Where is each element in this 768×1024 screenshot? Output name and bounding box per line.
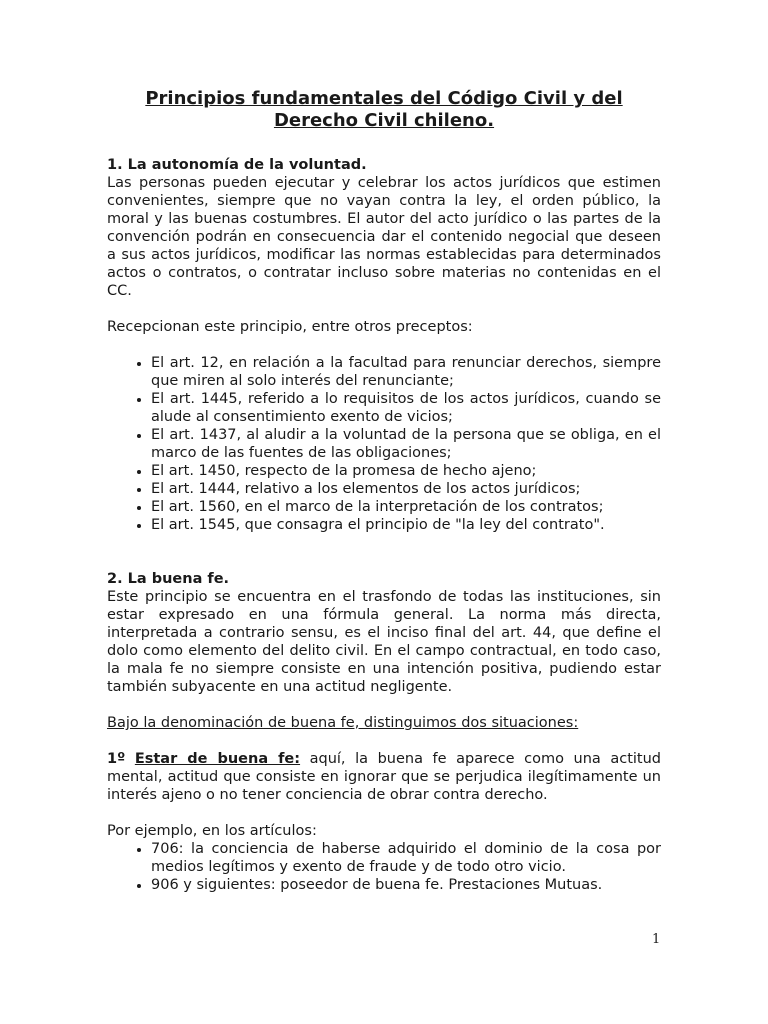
document-page — [107, 88, 661, 894]
spacer — [107, 336, 661, 354]
list-item: • 706: la conciencia de haberse adquirido el dominio de la cosa por medios legítimos y exento de fraude y de todo otro vicio. — [151, 840, 661, 876]
section-1-paragraph: Las personas pueden ejecutar y celebrar los actos jurídicos que estimen convenientes, siempre que no vayan contra la ley, el orden público, la moral y las buenas costumbres. El autor del acto jurídico o las partes de la convención podrán en consecuencia dar el contenido negocial que deseen a sus actos jurídicos, modificar las normas establecidas para determinados actos o contratos, o contratar incluso sobre materias no contenidas en el CC. — [107, 175, 661, 299]
first-situation-text: aquí, la buena fe aparece como una actitud mental, actitud que consiste en ignorar que se perjudica ilegítimamente un interés ajeno o no tener conciencia de obrar contra derecho. — [107, 751, 661, 803]
section-2-paragraph: Este principio se encuentra en el trasfondo de todas las instituciones, sin estar expresado en una fórmula general. La norma más directa, interpretada a contrario sensu, es el inciso final del art. 44, que define el dolo como elemento del delito civil. En el campo contractual, en todo caso, la mala fe no siempre consiste en una intención positiva, pudiendo estar también subyacente en una actitud negligente. — [107, 589, 661, 695]
section-2-heading: 2. La buena fe. — [107, 571, 230, 587]
list-item: • El art. 1560, en el marco de la interpretación de los contratos; — [151, 498, 661, 516]
first-situation-paragraph — [107, 750, 661, 804]
section-1-article-list — [107, 354, 661, 534]
spacer — [107, 300, 661, 318]
examples-list — [107, 840, 661, 894]
spacer — [107, 732, 661, 750]
examples-intro: Por ejemplo, en los artículos: — [107, 823, 317, 839]
list-item: • El art. 1445, referido a lo requisitos de los actos jurídicos, cuando se alude al consentimiento exento de vicios; — [151, 390, 661, 426]
section-1-intro: Recepcionan este principio, entre otros preceptos: — [107, 319, 473, 335]
spacer — [107, 696, 661, 714]
first-situation-term: Estar de buena fe: — [134, 751, 301, 767]
page-number: 1 — [652, 932, 661, 947]
spacer — [107, 552, 661, 570]
list-item: • 906 y siguientes: poseedor de buena fe. Prestaciones Mutuas. — [151, 876, 661, 894]
section-1-heading: 1. La autonomía de la voluntad. — [107, 157, 367, 173]
list-item: • El art. 1437, al aludir a la voluntad de la persona que se obliga, en el marco de las fuentes de las obligaciones; — [151, 426, 661, 462]
list-item: • El art. 1450, respecto de la promesa de hecho ajeno; — [151, 462, 661, 480]
list-item: • El art. 1545, que consagra el principio de "la ley del contrato". — [151, 516, 661, 534]
list-item: • El art. 12, en relación a la facultad para renunciar derechos, siempre que miren al solo interés del renunciante; — [151, 354, 661, 390]
document-title: Principios fundamentales del Código Civil y del Derecho Civil chileno. — [145, 88, 623, 131]
spacer — [107, 804, 661, 822]
list-item: • El art. 1444, relativo a los elementos de los actos jurídicos; — [151, 480, 661, 498]
spacer — [107, 534, 661, 552]
section-2-subintro: Bajo la denominación de buena fe, distinguimos dos situaciones: — [107, 715, 579, 731]
first-situation-number: 1º — [107, 751, 126, 767]
